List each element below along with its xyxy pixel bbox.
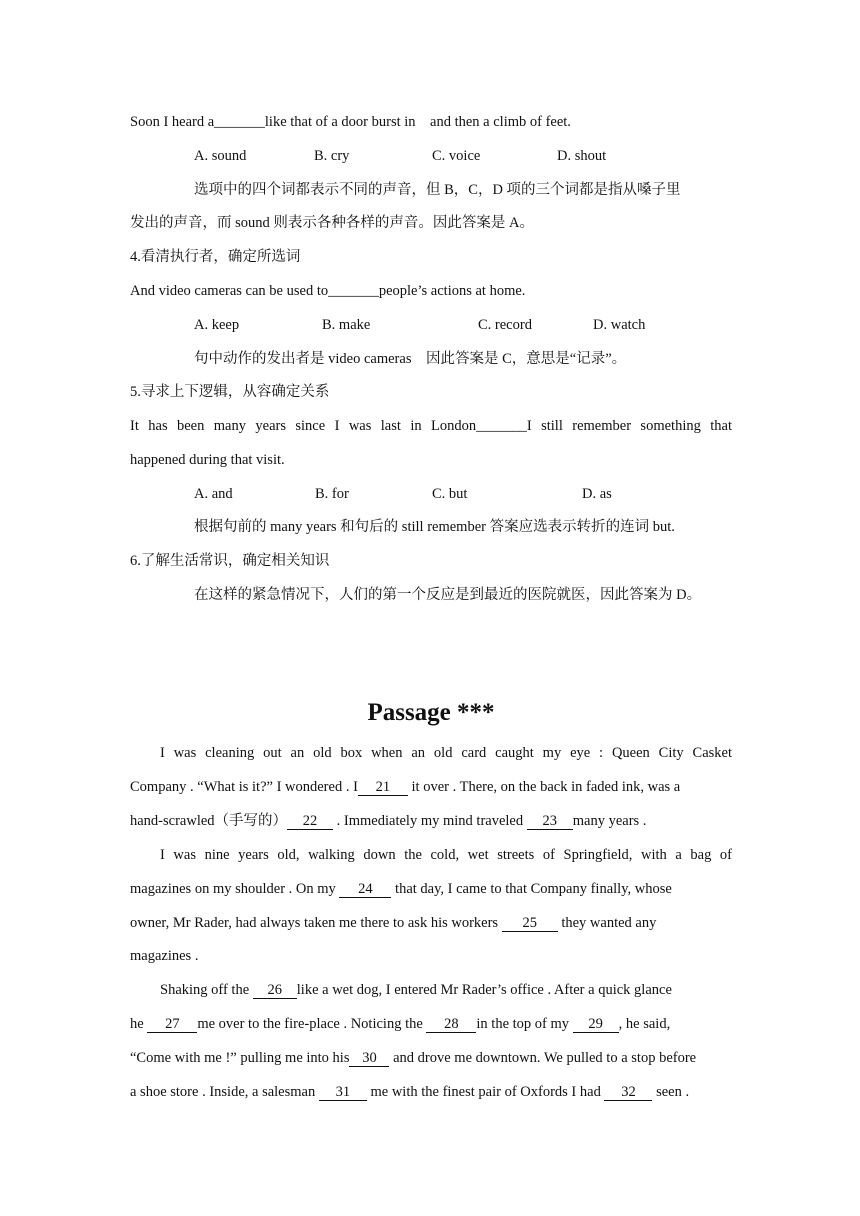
passage-text: owner, Mr Rader, had always taken me there to ask his workers bbox=[130, 915, 502, 931]
passage-text: it over . There, on the back in faded ink, was a bbox=[407, 779, 681, 795]
passage-text: Shaking off the bbox=[160, 982, 253, 998]
option-a: A. sound bbox=[194, 148, 247, 164]
explanation-text: 根据句前的 many years 和句后的 still remember 答案应选表示转折的连词 but. bbox=[194, 519, 675, 535]
explanation-text: 句中动作的发出者是 video cameras 因此答案是 C，意思是“记录”。 bbox=[194, 351, 627, 367]
cloze-blank-28[interactable]: 28 bbox=[426, 1016, 476, 1033]
option-c: C. but bbox=[432, 486, 468, 502]
passage-text: in the top of my bbox=[476, 1016, 573, 1032]
cloze-blank-21[interactable]: 21 bbox=[358, 779, 408, 796]
option-b: B. cry bbox=[314, 148, 350, 164]
passage-text: he bbox=[130, 1016, 148, 1032]
cloze-blank-31[interactable]: 31 bbox=[319, 1084, 367, 1101]
passage-text: me over to the fire-place . Noticing the bbox=[197, 1016, 427, 1032]
passage-text: they wanted any bbox=[557, 915, 657, 931]
passage-line bbox=[130, 1082, 732, 1102]
passage-text: a shoe store . Inside, a salesman bbox=[130, 1084, 319, 1100]
cloze-blank-25[interactable]: 25 bbox=[502, 915, 558, 932]
passage-line bbox=[130, 1048, 732, 1068]
option-c: C. voice bbox=[432, 148, 481, 164]
passage-text: , he said, bbox=[618, 1016, 671, 1032]
passage-text: and drove me downtown. We pulled to a stop before bbox=[389, 1050, 697, 1066]
passage-line bbox=[130, 913, 732, 933]
passage-line: I was cleaning out an old box when an old card caught my eye : Queen City Casket bbox=[160, 745, 732, 761]
explanation-text: 发出的声音，而 sound 则表示各种各样的声音。因此答案是 A。 bbox=[130, 215, 534, 231]
cloze-blank-26[interactable]: 26 bbox=[253, 982, 297, 999]
option-a: A. keep bbox=[194, 317, 240, 333]
option-c: C. record bbox=[478, 317, 532, 333]
passage-text: . Immediately my mind traveled bbox=[333, 813, 527, 829]
passage-text: “Come with me !” pulling me into his bbox=[130, 1050, 350, 1066]
passage-text: Company . “What is it?” I wondered . I bbox=[130, 779, 358, 795]
passage-line bbox=[130, 879, 732, 899]
tip-heading: 4.看清执行者，确定所选词 bbox=[130, 249, 301, 265]
passage-text: like a wet dog, I entered Mr Rader’s office . After a quick glance bbox=[296, 982, 672, 998]
option-b: B. for bbox=[315, 486, 349, 502]
option-d: D. watch bbox=[593, 317, 646, 333]
tip-heading: 6.了解生活常识，确定相关知识 bbox=[130, 553, 330, 569]
cloze-blank-32[interactable]: 32 bbox=[604, 1084, 652, 1101]
cloze-blank-22[interactable]: 22 bbox=[287, 813, 333, 830]
cloze-blank-29[interactable]: 29 bbox=[573, 1016, 619, 1033]
passage-text: that day, I came to that Company finally, whose bbox=[391, 881, 672, 897]
passage-line: I was nine years old, walking down the cold, wet streets of Springfield, with a bag of bbox=[160, 847, 732, 863]
passage-text: many years . bbox=[572, 813, 647, 829]
passage-line bbox=[130, 1014, 732, 1034]
explanation-text: 在这样的紧急情况下，人们的第一个反应是到最近的医院就医，因此答案为 D。 bbox=[194, 587, 702, 603]
example-sentence: It has been many years since I was last in London_______I still remember something that bbox=[130, 418, 732, 434]
option-b: B. make bbox=[322, 317, 371, 333]
explanation-text: 选项中的四个词都表示不同的声音，但 B，C，D 项的三个词都是指从嗓子里 bbox=[194, 182, 681, 198]
example-sentence-sound bbox=[130, 112, 732, 132]
passage-text: seen . bbox=[652, 1084, 690, 1100]
option-d: D. as bbox=[582, 486, 612, 502]
sentence-text: Soon I heard a bbox=[130, 114, 215, 130]
passage-line bbox=[130, 777, 732, 797]
example-sentence: And video cameras can be used to_______people’s actions at home. bbox=[130, 283, 526, 299]
passage-line bbox=[130, 811, 732, 831]
example-sentence: happened during that visit. bbox=[130, 452, 285, 468]
cloze-blank-23[interactable]: 23 bbox=[527, 813, 573, 830]
passage-text: magazines on my shoulder . On my bbox=[130, 881, 340, 897]
cloze-blank-30[interactable]: 30 bbox=[349, 1050, 389, 1067]
passage-text: hand-scrawled（手写的） bbox=[130, 813, 288, 829]
passage-line bbox=[130, 980, 732, 1000]
cloze-blank-27[interactable]: 27 bbox=[147, 1016, 197, 1033]
passage-text: me with the finest pair of Oxfords I had bbox=[366, 1084, 605, 1100]
passage-line: magazines . bbox=[130, 948, 199, 964]
tip-heading: 5.寻求上下逻辑，从容确定关系 bbox=[130, 384, 330, 400]
option-a: A. and bbox=[194, 486, 233, 502]
cloze-blank-24[interactable]: 24 bbox=[339, 881, 391, 898]
answer-blank: _______ bbox=[214, 114, 265, 130]
passage-title: Passage *** bbox=[367, 699, 495, 726]
option-d: D. shout bbox=[557, 148, 607, 164]
sentence-text: like that of a door burst in and then a climb of feet. bbox=[264, 114, 571, 130]
